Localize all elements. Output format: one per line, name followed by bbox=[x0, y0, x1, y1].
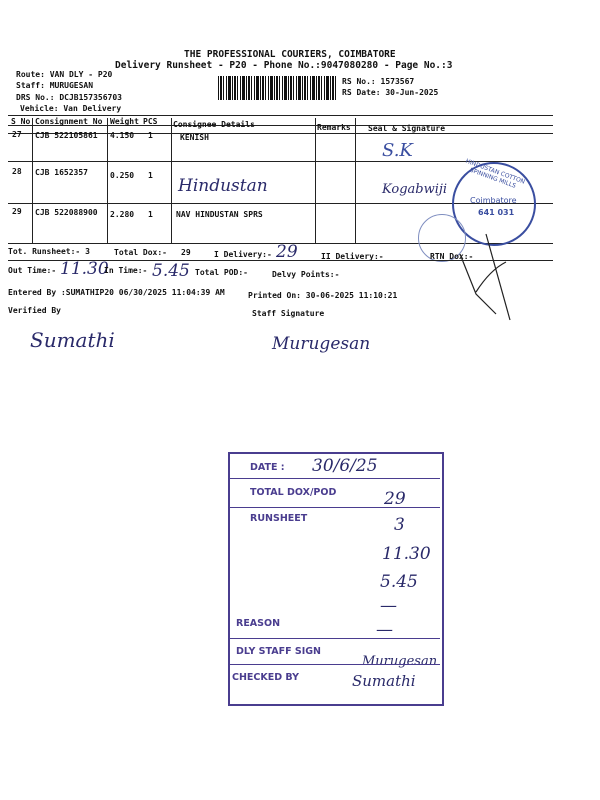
col-header-consignment: Consignment No bbox=[35, 117, 103, 126]
stamp-divider bbox=[230, 507, 440, 508]
out-time-value: 11.30 bbox=[60, 259, 109, 279]
entered-by: Entered By :SUMATHIP20 06/30/2025 11:04:39 AM bbox=[8, 288, 225, 297]
ink-slash-mark bbox=[456, 214, 514, 324]
stamp-checked-by-label: CHECKED BY bbox=[232, 672, 300, 683]
rs-number: RS No.: 1573567 bbox=[342, 77, 415, 86]
delivery-points-label: Delvy Points:- bbox=[272, 270, 340, 279]
printed-on: Printed On: 30-06-2025 11:10:21 bbox=[248, 291, 398, 300]
table-row-pcs: 1 bbox=[148, 210, 153, 219]
table-row-weight: 0.250 bbox=[110, 171, 135, 180]
in-time-label: In Time:- bbox=[104, 266, 148, 275]
table-row-consignee: NAV HINDUSTAN SPRS bbox=[176, 210, 263, 219]
table-row-handwritten-consignee: Hindustan bbox=[178, 176, 268, 196]
route-label: Route: VAN DLY - P20 bbox=[16, 70, 113, 79]
table-row-consignment: CJB 522088900 bbox=[35, 208, 98, 217]
col-divider bbox=[32, 118, 33, 243]
row-28-signature: Kogabwiji bbox=[382, 182, 448, 197]
stamp-date-label: DATE : bbox=[250, 462, 285, 473]
i-delivery-value: 29 bbox=[276, 242, 298, 262]
table-row-sno: 29 bbox=[12, 207, 22, 216]
row-27-signature: S.K bbox=[382, 140, 413, 161]
col-header-pcs: PCS bbox=[143, 117, 158, 126]
verified-by-label: Verified By bbox=[8, 306, 61, 315]
stamp-divider bbox=[230, 664, 440, 665]
stamp-reason-value: — bbox=[376, 620, 393, 640]
stamp-reason-label: REASON bbox=[236, 618, 281, 629]
col-header-seal: Seal & Signature bbox=[368, 124, 446, 133]
table-row-weight: 2.280 bbox=[110, 210, 135, 219]
out-time-label: Out Time:- bbox=[8, 266, 57, 275]
table-row-sno: 27 bbox=[12, 130, 22, 139]
col-divider bbox=[315, 118, 316, 243]
total-dox-value: 29 bbox=[181, 248, 191, 257]
drs-number: DRS No.: DCJB157356703 bbox=[16, 93, 122, 102]
table-row-consignee: KENISH bbox=[180, 133, 209, 142]
stamp-date-value: 30/6/25 bbox=[312, 456, 378, 476]
staff-label: Staff: MURUGESAN bbox=[16, 81, 94, 90]
total-dox-label: Total Dox:- bbox=[114, 248, 167, 257]
col-header-weight: Weight bbox=[110, 117, 139, 126]
stamp-dly-staff-value: Murugesan bbox=[362, 654, 438, 669]
vehicle-label: Vehicle: Van Delivery bbox=[20, 104, 122, 113]
stamp-total-label: TOTAL DOX/POD bbox=[250, 487, 337, 498]
barcode-image bbox=[218, 76, 336, 100]
table-row-pcs: 1 bbox=[148, 171, 153, 180]
stamp-dash: — bbox=[380, 596, 397, 616]
table-row-consignment: CJB 522105861 bbox=[35, 131, 98, 140]
stamp-dly-staff-label: DLY STAFF SIGN bbox=[236, 646, 321, 657]
total-runsheet: Tot. Runsheet:- 3 bbox=[8, 247, 90, 256]
stamp-divider bbox=[230, 478, 440, 479]
col-header-consignee: Consignee Details bbox=[173, 120, 255, 129]
ii-delivery-label: II Delivery:- bbox=[321, 252, 384, 261]
stamp-in-time: 5.45 bbox=[380, 572, 418, 592]
i-delivery-label: I Delivery:- bbox=[214, 250, 272, 259]
stamp-checked-by-value: Sumathi bbox=[352, 672, 416, 690]
col-divider bbox=[107, 118, 108, 243]
stamp-runsheet-value: 3 bbox=[394, 515, 405, 535]
stamp-total-value: 29 bbox=[384, 489, 406, 509]
seal-city: Coimbatore bbox=[470, 196, 517, 205]
total-pod-label: Total POD:- bbox=[195, 268, 248, 277]
rtn-dox-label: RTN Dox:- bbox=[430, 252, 474, 261]
runsheet-subtitle: Delivery Runsheet - P20 - Phone No.:9047080280 - Page No.:3 bbox=[115, 60, 453, 71]
table-row-weight: 4.150 bbox=[110, 131, 135, 140]
col-header-remarks: Remarks bbox=[317, 123, 351, 132]
staff-signature-label: Staff Signature bbox=[252, 309, 325, 318]
verified-by-signature: Sumathi bbox=[30, 328, 115, 352]
stamp-runsheet-label: RUNSHEET bbox=[250, 513, 308, 524]
in-time-value: 5.45 bbox=[152, 261, 190, 281]
stamp-divider bbox=[230, 638, 440, 639]
rs-date: RS Date: 30-Jun-2025 bbox=[342, 88, 439, 97]
col-divider bbox=[355, 118, 356, 243]
stamp-out-time: 11.30 bbox=[382, 544, 431, 564]
seal-pin: 641 031 bbox=[478, 208, 515, 217]
table-top-line bbox=[8, 115, 553, 116]
table-row-pcs: 1 bbox=[148, 131, 153, 140]
staff-signature: Murugesan bbox=[272, 334, 371, 354]
col-header-sno: S No bbox=[11, 117, 31, 126]
seal-top-text: HINDUSTAN COTTON SPINNING MILLS bbox=[464, 157, 526, 190]
company-title: THE PROFESSIONAL COURIERS, COIMBATORE bbox=[184, 49, 396, 60]
table-row-sno: 28 bbox=[12, 167, 22, 176]
table-row-consignment: CJB 1652357 bbox=[35, 168, 88, 177]
col-divider bbox=[171, 118, 172, 243]
